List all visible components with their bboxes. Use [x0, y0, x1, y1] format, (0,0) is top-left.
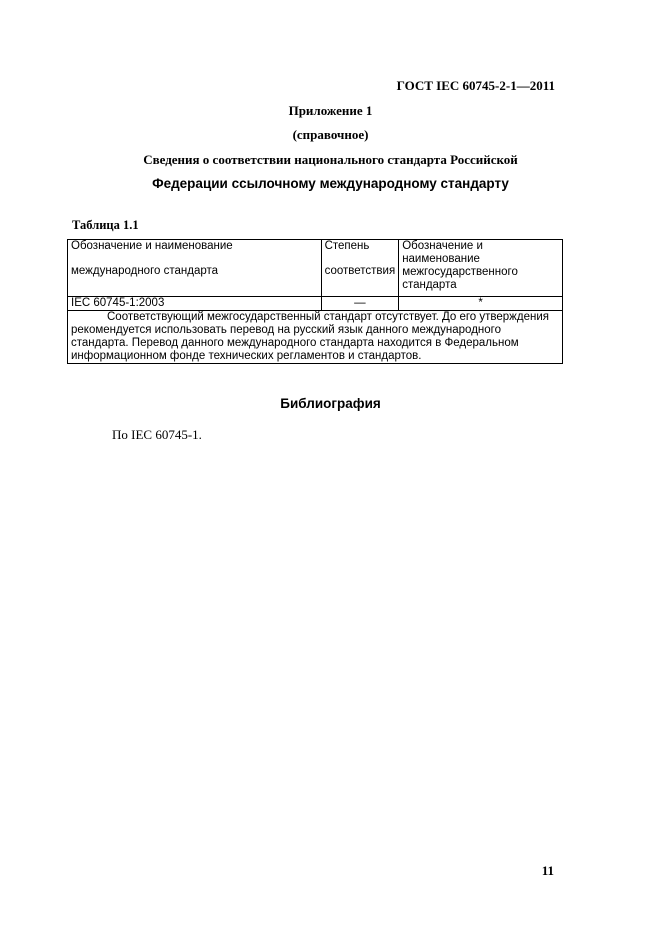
annex-heading-line-1: Сведения о соответствии национального стандарта Российской	[143, 152, 518, 167]
cell-degree: —	[321, 297, 399, 311]
header-col3-line3: межгосударственного	[402, 266, 518, 278]
header-col3-line1: Обозначение и	[402, 240, 483, 252]
header-col3-line2: наименование	[402, 253, 480, 265]
page-number: 11	[541, 863, 554, 878]
header-cell-international-standard	[68, 240, 322, 297]
table-caption: Таблица 1.1	[72, 218, 139, 232]
annex-title: Приложение 1	[288, 103, 373, 118]
cell-interstate: *	[399, 297, 563, 311]
header-col2-line1: Степень	[324, 240, 370, 252]
header-col1-line2: международного стандарта	[71, 265, 219, 277]
header-col3-line4: стандарта	[402, 279, 457, 291]
annex-kind: (справочное)	[292, 127, 369, 142]
bibliography-title: Библиография	[280, 396, 381, 411]
header-col2-line2: соответствия	[324, 265, 396, 277]
table-row	[68, 297, 563, 311]
header-col1-line1: Обозначение и наименование	[71, 240, 233, 252]
table-header-row	[68, 240, 563, 297]
cell-designation: IEC 60745-1:2003	[68, 297, 322, 311]
table-note: Соответствующий межгосударственный стандарт отсутствует. До его утверждения рекомендуется использовать перевод на русский язык данного международного стандарта. Перевод данного международного стандарта находится в Федеральном информационном фонде технических регламентов и стандартов.	[68, 311, 563, 364]
bibliography-text: По IEC 60745-1.	[112, 427, 202, 442]
correspondence-table	[67, 239, 563, 364]
annex-heading-line-2: Федерации ссылочному международному стандарту	[152, 176, 509, 191]
header-cell-degree	[321, 240, 399, 297]
header-cell-interstate-standard	[399, 240, 563, 297]
document-code: ГОСТ IEC 60745-2-1—2011	[396, 78, 555, 93]
table-note-row	[68, 311, 563, 364]
